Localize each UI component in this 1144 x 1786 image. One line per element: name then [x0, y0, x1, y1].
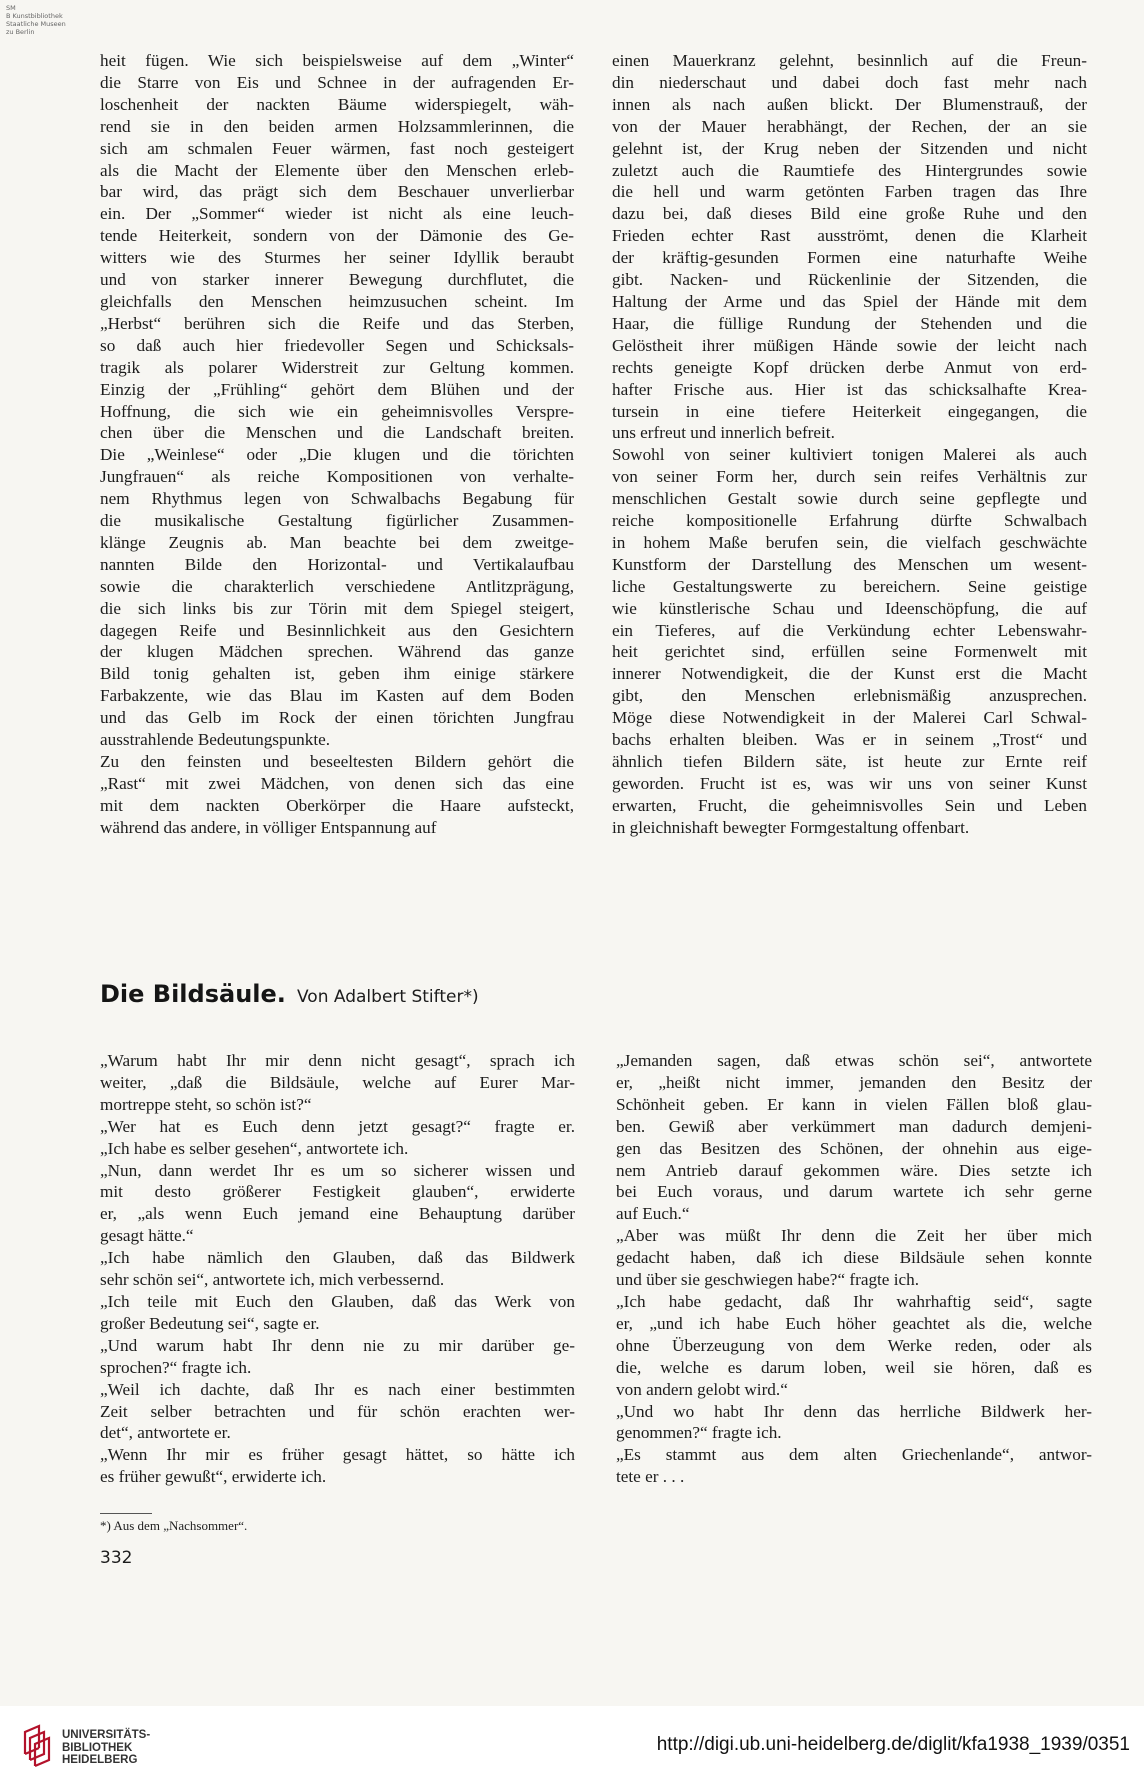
text-line: dazu bei, daß dieses Bild eine große Ruhe und den: [612, 204, 1087, 224]
text-line: nem Rhythmus legen von Schwalbachs Begabung für: [100, 489, 574, 509]
stamp-line: Staatliche Museen: [6, 20, 66, 28]
text-line: Jungfrauen“ als reiche Kompositionen von verhalte-: [100, 467, 574, 487]
text-line: „Herbst“ berühren sich die Reife und das Sterben,: [100, 313, 574, 333]
text-line: weiter, „daß die Bildsäule, welche auf Eurer Mar-: [100, 1072, 575, 1092]
text-line: gelehnt ist, der Krug neben der Sitzenden und nicht: [612, 138, 1087, 158]
stamp-line: B Kunstbibliothek: [6, 12, 63, 20]
text-line: ein Tieferes, auf die Verkündung echter Lebenswahr-: [612, 620, 1087, 640]
text-line: bachs erhalten bleiben. Was er in seinem „Trost“ und: [612, 730, 1087, 750]
text-line: gesagt hätte.“: [100, 1226, 194, 1246]
text-line: „Ich habe es selber gesehen“, antwortete ich.: [100, 1138, 409, 1158]
text-line: „Aber was müßt Ihr denn die Zeit her über mich: [616, 1226, 1092, 1246]
text-line: Hoffnung, die sich wie ein geheimnisvolles Verspre-: [100, 401, 574, 421]
text-line: die sich links bis zur Törin mit dem Spiegel steigert,: [100, 598, 574, 618]
text-line: dagegen Reife und Besinnlichkeit aus den Gesichtern: [100, 620, 574, 640]
text-line: von seiner Form her, durch sein reifes Verhältnis zur: [612, 467, 1087, 487]
text-line: „Rast“ mit zwei Mädchen, von denen sich das eine: [100, 773, 574, 793]
text-line: und das Gelb im Rock der einen törichten Jungfrau: [100, 708, 574, 728]
text-line: und von starker innerer Bewegung durchflutet, die: [100, 270, 574, 290]
footnote-rule: [100, 1513, 152, 1514]
text-line: die Starre von Eis und Schnee in der aufragenden Er-: [100, 72, 574, 92]
article1-column-right: [612, 50, 1087, 839]
text-line: mit desto größerer Festigkeit glauben“, erwiderte: [100, 1182, 575, 1202]
text-line: die hell und warm getönten Farben tragen das Ihre: [612, 182, 1087, 202]
footnote: *) Aus dem „Nachsommer“.: [100, 1518, 248, 1533]
text-line: Kunstform der Darstellung des Menschen um wesent-: [612, 554, 1087, 574]
text-line: als die Macht der Elemente über den Menschen erleb-: [100, 160, 574, 180]
text-line: witters wie des Sturmes her seiner Idyllik beraubt: [100, 248, 574, 268]
text-line: tende Heiterkeit, sondern von der Dämonie des Ge-: [100, 226, 574, 246]
text-line: von andern gelobt wird.“: [616, 1379, 788, 1399]
text-line: Zu den feinsten und beseeltesten Bildern gehört die: [100, 752, 574, 771]
text-line: „Jemanden sagen, daß etwas schön sei“, antwortete: [616, 1051, 1092, 1070]
text-line: mortreppe steht, so schön ist?“: [100, 1094, 312, 1114]
text-line: gibt. Nacken- und Rückenlinie der Sitzenden, die: [612, 270, 1087, 290]
text-line: es früher gewußt“, erwiderte ich.: [100, 1467, 327, 1487]
text-line: sowie die charakterlich verschiedene Antlitzprägung,: [100, 576, 574, 596]
text-line: zuletzt auch die Raumtiefe des Hintergrundes sowie: [612, 160, 1087, 180]
text-line: innerer Notwendigkeit, die der Kunst erst die Macht: [612, 664, 1087, 684]
text-line: „Nun, dann werdet Ihr es um so sicherer wissen und: [100, 1160, 575, 1180]
text-line: hafter Frische aus. Hier ist das schicksalhafte Krea-: [612, 379, 1087, 399]
article1-column-left: [100, 50, 574, 839]
text-line: „Es stammt aus dem alten Griechenlande“, antwor-: [616, 1445, 1092, 1465]
text-line: gen das Besitzen des Schönen, der ohnehin aus eige-: [616, 1138, 1092, 1158]
text-line: wie künstlerische Schau und Ideenschöpfung, die auf: [612, 598, 1087, 618]
text-line: innen als nach außen blickt. Der Blumenstrauß, der: [612, 94, 1087, 114]
text-line: reiche kompositionelle Erfahrung dürfte Schwalbach: [612, 511, 1087, 531]
page-number: 332: [100, 1548, 133, 1568]
text-line: der kräftig-gesunden Formen eine naturhafte Weihe: [612, 248, 1087, 268]
story-column-right: [616, 1050, 1092, 1488]
text-line: die musikalische Gestaltung figürlicher Zusammen-: [100, 511, 574, 531]
text-line: gibt, den Menschen erlebnismäßig anzusprechen.: [612, 686, 1087, 706]
text-line: „Weil ich dachte, daß Ihr es nach einer bestimmten: [100, 1379, 575, 1399]
text-line: tursein in eine tiefere Heiterkeit eingegangen, die: [612, 401, 1087, 421]
text-line: bei Euch voraus, und darum wartete ich sehr gerne: [616, 1182, 1092, 1202]
text-line: Schönheit geben. Er kann in vielen Fällen bloß glau-: [616, 1094, 1092, 1114]
text-line: ähnlich tiefen Bildern säte, ist heute zur Ernte reif: [612, 752, 1087, 771]
text-line: er, „als wenn Euch jemand eine Behauptung darüber: [100, 1204, 575, 1224]
text-line: Bild tonig gehalten ist, geben ihm einige stärkere: [100, 664, 574, 684]
library-logo-icon: [22, 1724, 52, 1768]
text-line: „Wenn Ihr mir es früher gesagt hättet, so hätte ich: [100, 1445, 575, 1465]
text-line: auf Euch.“: [616, 1204, 690, 1224]
text-line: nem Antrieb darauf gekommen wäre. Dies setzte ich: [616, 1160, 1092, 1180]
library-name-line: HEIDELBERG: [62, 1754, 138, 1766]
text-line: „Und wo habt Ihr denn das herrliche Bildwerk her-: [616, 1401, 1092, 1421]
text-line: „Ich teile mit Euch den Glauben, daß das Werk von: [100, 1291, 575, 1311]
text-line: tete er . . .: [616, 1467, 685, 1487]
text-line: ausstrahlende Bedeutungspunkte.: [100, 730, 331, 750]
text-line: von der Mauer herabhängt, der Rechen, der an sie: [612, 116, 1087, 136]
permalink-url[interactable]: http://digi.ub.uni-heidelberg.de/diglit/kfa1938_1939/0351: [656, 1734, 1130, 1755]
text-line: „Ich habe gedacht, daß Ihr wahrhaftig seid“, sagte: [616, 1291, 1092, 1311]
text-line: großer Bedeutung sei“, sagte er.: [100, 1313, 320, 1333]
text-line: Die „Weinlese“ oder „Die klugen und die törichten: [100, 445, 574, 465]
text-line: Möge diese Notwendigkeit in der Malerei Carl Schwal-: [612, 708, 1087, 728]
stamp-line: SM: [6, 4, 16, 12]
text-line: heit fügen. Wie sich beispielsweise auf dem „Winter“: [100, 51, 574, 70]
text-line: ohne Überzeugung von dem Werke reden, oder als: [616, 1335, 1092, 1355]
story-column-left: [100, 1050, 575, 1488]
text-line: die, welche es darum loben, weil sie hören, daß es: [616, 1357, 1092, 1377]
text-line: liche Gestaltungswerte zu bereichern. Seine geistige: [612, 576, 1087, 596]
text-line: „Ich habe nämlich den Glauben, daß das Bildwerk: [100, 1248, 575, 1268]
text-line: ein. Der „Sommer“ wieder ist nicht als eine leuch-: [100, 204, 574, 224]
text-line: und über sie geschwiegen habe?“ fragte ich.: [616, 1270, 920, 1290]
library-name: [62, 1729, 150, 1767]
text-line: erwarten, Frucht, die geheimnisvolles Sein und Leben: [612, 795, 1087, 815]
text-line: uns erfreut und innerlich befreit.: [612, 423, 835, 443]
article-title: Die Bildsäule.: [100, 980, 286, 1008]
text-line: in gleichnishaft bewegter Formgestaltung offenbart.: [612, 817, 970, 837]
text-line: sehr schön sei“, antwortete ich, mich verbessernd.: [100, 1270, 445, 1290]
text-line: Sowohl von seiner kultiviert tonigen Malerei als auch: [612, 445, 1087, 465]
text-line: geworden. Frucht ist es, was wir uns von seiner Kunst: [612, 773, 1087, 793]
text-line: er, „und ich habe Euch höher geachtet als die, welche: [616, 1313, 1092, 1333]
text-line: in hohem Maße berufen sein, die vielfach geschwächte: [612, 532, 1087, 552]
text-line: menschlichen Gestalt sowie durch seine gepflegte und: [612, 489, 1087, 509]
text-line: sich am schmalen Feuer wärmen, fast noch gesteigert: [100, 138, 574, 158]
text-line: der klugen Mädchen sprechen. Während das ganze: [100, 642, 574, 662]
text-line: „Und warum habt Ihr denn nie zu mir darüber ge-: [100, 1335, 575, 1355]
text-line: er, „heißt nicht immer, jemanden den Besitz der: [616, 1072, 1092, 1092]
text-line: einen Mauerkranz gelehnt, besinnlich auf die Freun-: [612, 51, 1087, 70]
text-line: während das andere, in völliger Entspannung auf: [100, 817, 437, 837]
text-line: det“, antwortete er.: [100, 1423, 231, 1443]
text-line: „Wer hat es Euch denn jetzt gesagt?“ fragte er.: [100, 1116, 575, 1136]
library-stamp: [6, 4, 66, 36]
text-line: rechts geneigte Kopf drücken derbe Anmut von erd-: [612, 357, 1087, 377]
text-line: din niederschaut und dabei doch fast mehr nach: [612, 72, 1087, 92]
article-heading: [100, 980, 479, 1008]
text-line: Zeit selber betrachten und für schön erachten wer-: [100, 1401, 575, 1421]
digitization-footer: [0, 1706, 1144, 1786]
stamp-line: zu Berlin: [6, 28, 35, 36]
text-line: „Warum habt Ihr mir denn nicht gesagt“, sprach ich: [100, 1051, 575, 1070]
text-line: klänge Zeugnis ab. Man beachte bei dem zweitge-: [100, 532, 574, 552]
text-line: heit gerichtet sind, erfüllen seine Formenwelt mit: [612, 642, 1087, 662]
text-line: rend sie in den beiden armen Holzsammlerinnen, die: [100, 116, 574, 136]
library-name-line: UNIVERSITÄTS-: [62, 1729, 151, 1741]
text-line: sprochen?“ fragte ich.: [100, 1357, 252, 1377]
text-line: nannten Bilde den Horizontal- und Vertikalaufbau: [100, 554, 574, 574]
text-line: so daß auch hier friedevoller Segen und Schicksals-: [100, 335, 574, 355]
text-line: Farbakzente, wie das Blau im Kasten auf dem Boden: [100, 686, 574, 706]
text-line: gedacht haben, daß ich diese Bildsäule sehen konnte: [616, 1248, 1092, 1268]
article-author: Von Adalbert Stifter*): [297, 987, 479, 1007]
library-name-line: BIBLIOTHEK: [62, 1741, 133, 1754]
text-line: loschenheit der nackten Bäume widerspiegelt, wäh-: [100, 94, 574, 114]
text-line: ben. Gewiß aber verkümmert man dadurch demjeni-: [616, 1116, 1092, 1136]
text-line: Frieden echter Rast ausströmt, denen die Klarheit: [612, 226, 1087, 246]
text-line: bar wird, das prägt sich dem Beschauer unverlierbar: [100, 182, 574, 202]
text-line: Gelöstheit ihrer müßigen Hände sowie der leicht nach: [612, 335, 1087, 355]
text-line: Haltung der Arme und das Spiel der Hände mit dem: [612, 291, 1087, 311]
text-line: gleichfalls den Menschen heimzusuchen scheint. Im: [100, 291, 574, 311]
text-line: genommen?“ fragte ich.: [616, 1423, 782, 1443]
text-line: mit dem nackten Oberkörper die Haare aufsteckt,: [100, 795, 574, 815]
text-line: tragik als polarer Widerstreit zur Geltung kommen.: [100, 357, 574, 377]
text-line: Haar, die füllige Rundung der Stehenden und die: [612, 313, 1087, 333]
text-line: Einzig der „Frühling“ gehört dem Blühen und der: [100, 379, 574, 399]
text-line: chen über die Menschen und die Landschaft breiten.: [100, 423, 574, 443]
